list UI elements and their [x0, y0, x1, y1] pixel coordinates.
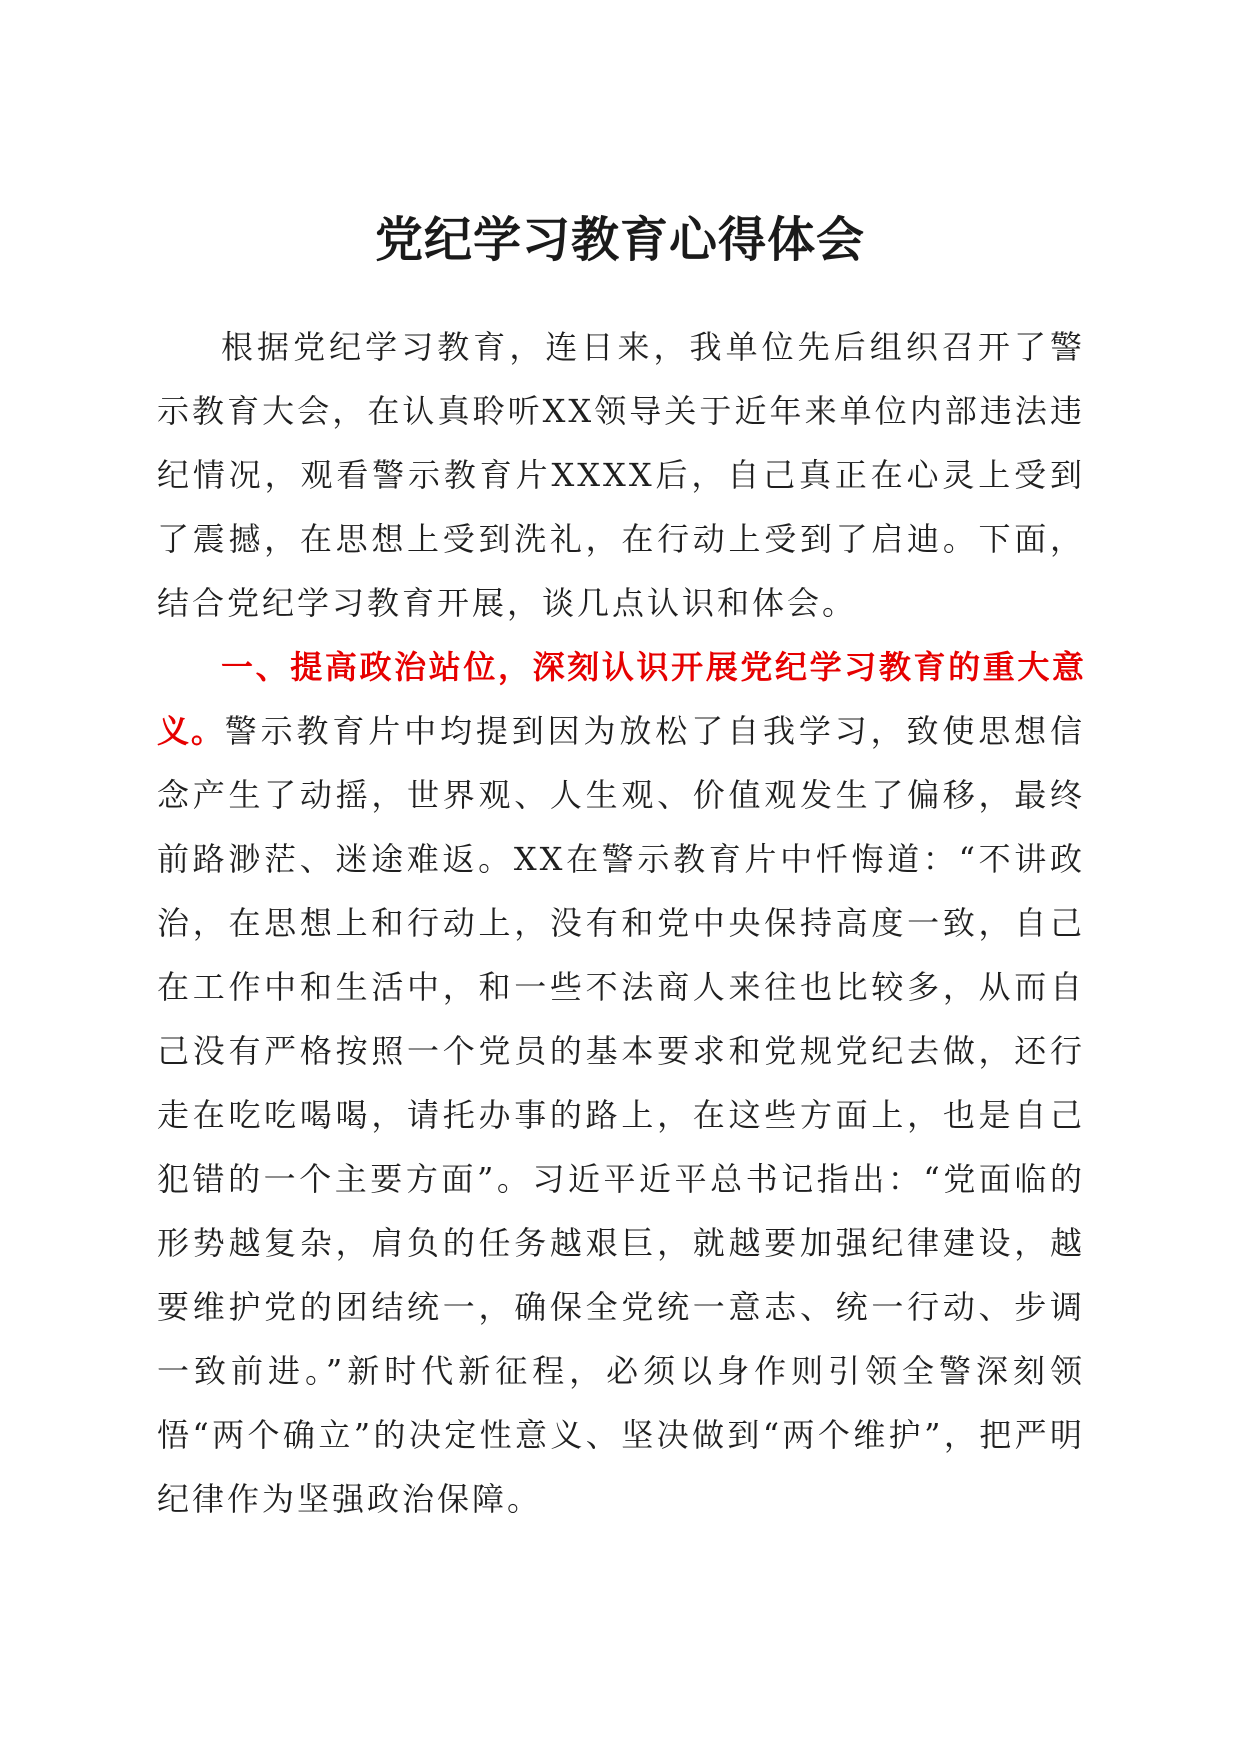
intro-paragraph: 根据党纪学习教育，连日来，我单位先后组织召开了警示教育大会，在认真聆听XX领导关于近年来单位内部违法违纪情况，观看警示教育片XXXX后，自己真正在心灵上受到了震撼，在思想上受到洗礼，在行动上受到了启迪。下面，结合党纪学习教育开展，谈几点认识和体会。 — [157, 328, 1085, 622]
document-title: 党纪学习教育心得体会 — [374, 212, 865, 268]
section-1-heading: 一、提高政治站位，深刻认识开展党纪学习教育的重大意义。 — [157, 648, 1085, 750]
section-1-text: 警示教育片中均提到因为放松了自我学习，致使思想信念产生了动摇，世界观、人生观、价值观发生了偏移，最终前路渺茫、迷途难返。XX在警示教育片中忏悔道：“不讲政治，在思想上和行动上，没有和党中央保持高度一致，自己在工作中和生活中，和一些不法商人来往也比较多，从而自己没有严格按照一个党员的基本要求和党规党纪去做，还行走在吃吃喝喝，请托办事的路上，在这些方面上，也是自己犯错的一个主要方面”。习近平近平总书记指出：“党面临的形势越复杂，肩负的任务越艰巨，就越要加强纪律建设，越要维护党的团结统一，确保全党统一意志、统一行动、步调一致前进。”新时代新征程，必须以身作则引领全警深刻领悟“两个确立”的决定性意义、坚决做到“两个维护”，把严明纪律作为坚强政治保障。 — [157, 712, 1085, 1518]
section-1-paragraph — [157, 635, 1085, 1531]
document-body — [157, 315, 1085, 1531]
